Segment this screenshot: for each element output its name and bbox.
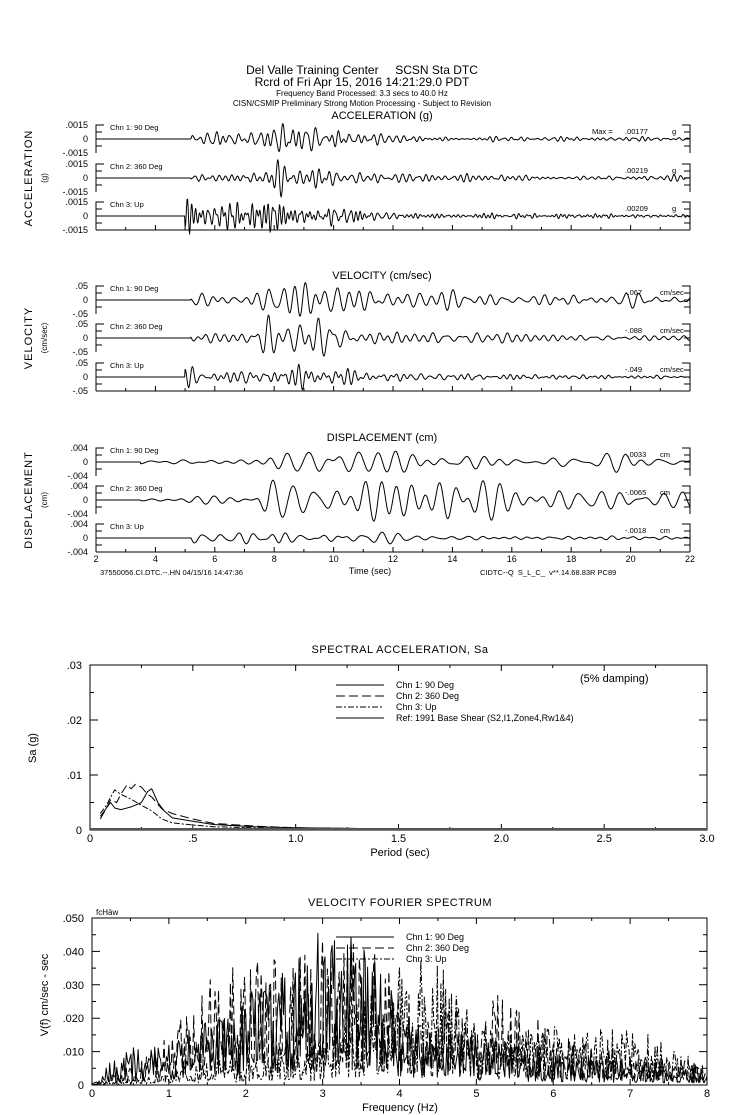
channel-label: Chn 1: 90 Deg [110, 123, 159, 132]
y-tick-label: .010 [62, 1046, 84, 1059]
y-axis-unit: (cm) [40, 492, 49, 508]
x-tick-label: 12 [387, 554, 399, 564]
x-tick-label: 1.0 [288, 833, 304, 845]
x-axis-label: Frequency (Hz) [362, 1102, 438, 1114]
x-tick-label: 2.5 [596, 833, 612, 845]
corner-label: fcHäw [96, 908, 119, 917]
x-tick-label: 1.5 [390, 833, 407, 845]
y-tick-label: 0 [82, 533, 88, 543]
y-tick-label: .03 [66, 660, 82, 672]
sa-curve-3 [100, 790, 707, 830]
peak-unit: cm/sec [660, 326, 684, 335]
x-tick-label: 6 [550, 1088, 557, 1100]
x-tick-label: 7 [627, 1088, 634, 1100]
channel-label: Chn 3: Up [110, 361, 144, 370]
y-tick-label: -.05 [72, 386, 88, 396]
peak-unit: cm [660, 488, 670, 497]
channel-label: Chn 3: Up [110, 200, 144, 209]
channel-label: Chn 1: 90 Deg [110, 446, 159, 455]
legend-entry: Chn 3: Up [406, 954, 447, 964]
y-tick-label: .004 [70, 481, 88, 491]
fourier-curve-1 [92, 933, 707, 1085]
record-id-footer: 37550056.CI.DTC.--.HN 04/15/16 14:47:36 [100, 568, 244, 577]
y-tick-label: .020 [62, 1013, 84, 1026]
station-title: Del Valle Training Center SCSN Sta DTC [246, 63, 478, 77]
record-time: Rcrd of Fri Apr 15, 2016 14:21:29.0 PDT [254, 75, 470, 89]
x-tick-label: 22 [684, 554, 696, 564]
sa-curve-2 [100, 784, 707, 829]
peak-value: -.088 [625, 326, 643, 335]
legend-entry: Chn 1: 90 Deg [396, 680, 455, 690]
x-tick-label: .5 [188, 833, 198, 845]
peak-value: .00209 [625, 204, 648, 213]
x-tick-label: 4 [396, 1088, 403, 1100]
channel-label: Chn 1: 90 Deg [110, 284, 159, 293]
legend-entry: Chn 1: 90 Deg [406, 932, 465, 942]
peak-value: -.0065 [625, 488, 647, 497]
x-tick-label: 14 [447, 554, 458, 564]
y-tick-label: 0 [82, 211, 88, 221]
y-tick-label: 0 [82, 457, 88, 467]
x-tick-label: 0 [86, 833, 94, 845]
waveform-trace [96, 160, 690, 197]
y-tick-label: 0 [77, 1080, 84, 1092]
peak-unit: cm [660, 450, 670, 459]
peak-unit: cm/sec [660, 288, 684, 297]
x-tick-label: 0 [88, 1088, 96, 1100]
time-series-panel [23, 432, 695, 576]
peak-unit: g [672, 166, 677, 175]
peak-value: -.0033 [625, 450, 647, 459]
x-tick-label: 16 [506, 554, 517, 564]
chart-title: VELOCITY FOURIER SPECTRUM [307, 897, 493, 909]
x-tick-label: 1 [165, 1088, 172, 1100]
y-tick-label: -.05 [72, 347, 88, 357]
waveform-trace [96, 364, 690, 389]
y-tick-label: -.004 [67, 471, 88, 481]
waveform-trace [96, 283, 690, 317]
x-tick-label: 4 [152, 554, 158, 564]
x-tick-label: 5 [473, 1088, 480, 1100]
y-axis-label: ACCELERATION [23, 129, 35, 227]
y-tick-label: 0 [82, 372, 88, 382]
frequency-band: Frequency Band Processed: 3.3 secs to 40.0 Hz [276, 89, 448, 98]
x-tick-label: 6 [212, 554, 218, 564]
x-tick-label: 8 [703, 1088, 711, 1100]
channel-label: Chn 3: Up [110, 522, 144, 531]
panel-title: DISPLACEMENT (cm) [326, 432, 438, 444]
processing-note: CISN/CSMIP Preliminary Strong Motion Processing - Subject to Revision [232, 99, 492, 108]
peak-value: -.067 [625, 288, 643, 297]
processing-version-footer: CIDTC--Q S_L_C_ v**.14.68.83R PC89 [480, 568, 617, 577]
y-axis-label: Sa (g) [27, 733, 39, 763]
waveform-trace [96, 532, 690, 544]
y-tick-label: 0 [82, 134, 88, 144]
x-axis-label: Time (sec) [348, 566, 392, 576]
y-tick-label: -.0015 [62, 148, 88, 158]
x-tick-label: 2.0 [493, 833, 509, 845]
time-series-panel [23, 110, 690, 235]
y-tick-label: .05 [75, 319, 88, 329]
waveform-trace [96, 451, 690, 472]
x-tick-label: 3 [319, 1088, 326, 1100]
x-tick-label: 3.0 [699, 833, 715, 845]
channel-label: Chn 2: 360 Deg [110, 322, 163, 331]
y-tick-label: -.0015 [62, 187, 88, 197]
y-tick-label: -.05 [72, 309, 88, 319]
y-tick-label: 0 [82, 295, 88, 305]
y-tick-label: .05 [75, 281, 88, 291]
legend-entry: Ref: 1991 Base Shear (S2,I1,Zone4,Rw1&4) [396, 713, 574, 723]
y-tick-label: .050 [62, 913, 84, 925]
peak-unit: g [672, 127, 677, 136]
y-tick-label: 0 [75, 825, 82, 837]
channel-label: Chn 2: 360 Deg [110, 162, 163, 171]
y-tick-label: 0 [82, 333, 88, 343]
y-axis-unit: (g) [40, 173, 49, 183]
damping-note: (5% damping) [580, 673, 649, 685]
sa-curve-1 [100, 789, 707, 830]
x-tick-label: 2 [93, 554, 99, 564]
max-label: Max = [592, 127, 613, 136]
y-axis-label: DISPLACEMENT [23, 451, 35, 549]
x-tick-label: 18 [566, 554, 577, 564]
y-axis-label: V(f) cm/sec - sec [39, 953, 51, 1037]
y-tick-label: .004 [70, 443, 88, 453]
peak-value: .00177 [625, 127, 648, 136]
y-tick-label: .01 [66, 770, 82, 782]
y-tick-label: .0015 [65, 197, 88, 207]
spectrum-chart [39, 897, 710, 1114]
y-tick-label: .02 [66, 715, 82, 727]
y-tick-label: .030 [62, 979, 84, 992]
y-tick-label: 0 [82, 173, 88, 183]
spectrum-chart [27, 644, 715, 859]
y-tick-label: -.0015 [62, 225, 88, 235]
x-tick-label: 20 [625, 554, 636, 564]
y-tick-label: .0015 [65, 159, 88, 169]
peak-unit: cm [660, 526, 670, 535]
legend-entry: Chn 3: Up [396, 702, 437, 712]
panel-title: VELOCITY (cm/sec) [332, 270, 432, 282]
x-tick-label: 8 [271, 554, 277, 564]
legend-entry: Chn 2: 360 Deg [406, 943, 470, 953]
peak-value: .00219 [625, 166, 648, 175]
y-tick-label: .05 [75, 358, 88, 368]
waveform-trace [96, 480, 690, 521]
y-tick-label: .004 [70, 519, 88, 529]
waveform-trace [96, 315, 690, 356]
peak-value: -.0018 [625, 526, 647, 535]
channel-label: Chn 2: 360 Deg [110, 484, 163, 493]
peak-unit: g [672, 204, 677, 213]
fourier-curve-2 [92, 941, 707, 1086]
y-tick-label: -.004 [67, 509, 88, 519]
y-axis-label: VELOCITY [23, 306, 35, 370]
y-tick-label: .040 [62, 946, 84, 959]
chart-title: SPECTRAL ACCELERATION, Sa [311, 644, 489, 656]
y-tick-label: -.004 [67, 547, 88, 557]
x-tick-label: 2 [242, 1088, 249, 1100]
time-series-panel [23, 270, 690, 396]
y-axis-unit: (cm/sec) [40, 322, 49, 354]
y-tick-label: .0015 [65, 120, 88, 130]
panel-title: ACCELERATION (g) [331, 110, 433, 122]
legend-entry: Chn 2: 360 Deg [396, 691, 460, 701]
x-tick-label: 10 [328, 554, 339, 564]
x-axis-label: Period (sec) [370, 847, 430, 859]
peak-unit: cm/sec [660, 365, 684, 374]
peak-value: -.049 [625, 365, 643, 374]
y-tick-label: 0 [82, 495, 88, 505]
